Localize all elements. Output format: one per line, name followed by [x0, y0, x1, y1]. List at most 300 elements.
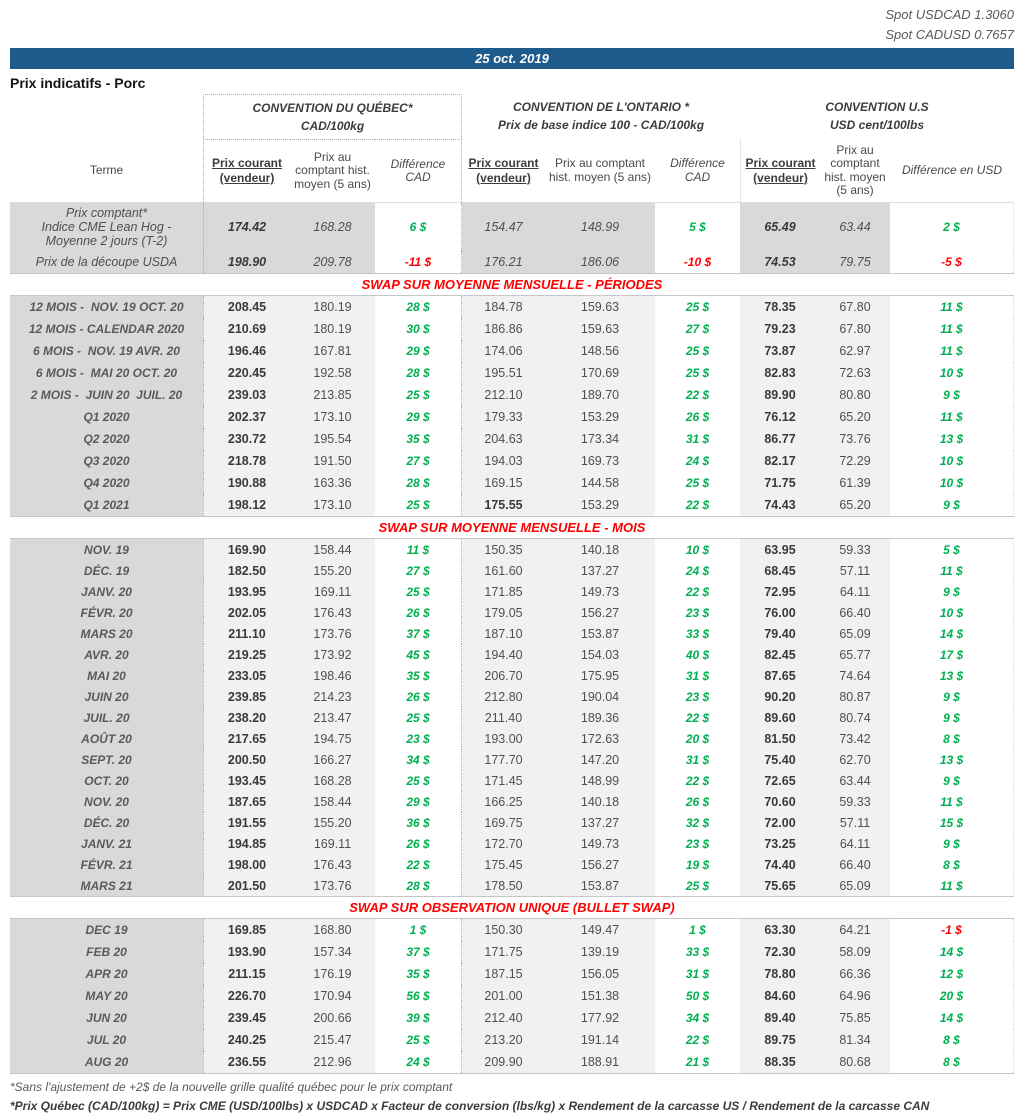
terme-cell [10, 812, 203, 833]
us-diff-value: 8 $ [890, 728, 1014, 749]
header-group-row [10, 94, 1014, 139]
us-diff-value: 9 $ [890, 707, 1014, 728]
quebec-current-value: 193.45 [203, 770, 290, 791]
us-diff-value: 11 $ [890, 875, 1014, 896]
ontario-current-value: 178.50 [462, 875, 545, 896]
quebec-current-value: 198.00 [203, 854, 290, 875]
terme-line: MAI 20 [87, 668, 126, 683]
us-current-value: 75.65 [740, 875, 820, 896]
quebec-diff-value: 28 $ [375, 296, 462, 318]
quebec-diff-value: 39 $ [375, 1007, 462, 1029]
us-current-value: 89.60 [740, 707, 820, 728]
header-spacer [10, 94, 203, 139]
quebec-hist-value: 158.44 [290, 791, 375, 812]
us-hist-value: 57.11 [820, 560, 890, 581]
price-row [10, 728, 1014, 749]
quebec-diff-value: 28 $ [375, 472, 462, 494]
quebec-current-value: 230.72 [203, 428, 290, 450]
convention-title: CONVENTION U.S [825, 100, 929, 114]
terme-cell [10, 406, 203, 428]
quebec-current-value: 211.10 [203, 623, 290, 644]
us-diff-value: 11 $ [890, 340, 1014, 362]
terme-cell [10, 362, 203, 384]
price-row [10, 770, 1014, 791]
price-row [10, 791, 1014, 812]
ontario-hist-value: 190.04 [545, 686, 655, 707]
terme-cell [10, 251, 203, 273]
price-row [10, 1051, 1014, 1073]
ontario-diff-value: 25 $ [655, 875, 740, 896]
us-current-value: 79.23 [740, 318, 820, 340]
price-row [10, 812, 1014, 833]
terme-cell [10, 1029, 203, 1051]
terme-cell [10, 494, 203, 516]
quebec-current-value: 198.12 [203, 494, 290, 516]
price-table [10, 94, 1014, 1074]
ontario-current-value: 212.80 [462, 686, 545, 707]
us-current-value: 79.40 [740, 623, 820, 644]
us-diff-value: 10 $ [890, 602, 1014, 623]
quebec-diff-value: 29 $ [375, 791, 462, 812]
price-row [10, 985, 1014, 1007]
price-row [10, 919, 1014, 941]
current-header-line: (vendeur) [753, 170, 808, 185]
ontario-current-value: 213.20 [462, 1029, 545, 1051]
ontario-hist-value: 188.91 [545, 1051, 655, 1073]
us-hist-value: 66.36 [820, 963, 890, 985]
price-row [10, 406, 1014, 428]
ontario-diff-value: 22 $ [655, 494, 740, 516]
price-row [10, 854, 1014, 875]
quebec-current-value: 218.78 [203, 450, 290, 472]
ontario-diff-value: 22 $ [655, 707, 740, 728]
terme-cell [10, 770, 203, 791]
quebec-current-value: 193.90 [203, 941, 290, 963]
quebec-diff-value: 29 $ [375, 340, 462, 362]
quebec-diff-value: 25 $ [375, 770, 462, 791]
ontario-diff-value: 23 $ [655, 686, 740, 707]
us-hist-value: 65.09 [820, 623, 890, 644]
ontario-diff-value: 22 $ [655, 384, 740, 406]
terme-cell [10, 203, 203, 251]
us-hist-value: 66.40 [820, 854, 890, 875]
quebec-diff-header: Différence CAD [375, 139, 462, 202]
terme-line: JUN 20 [86, 1011, 127, 1025]
ontario-diff-value: 40 $ [655, 644, 740, 665]
us-diff-value: 8 $ [890, 854, 1014, 875]
quebec-hist-value: 168.80 [290, 919, 375, 941]
quebec-hist-value: 195.54 [290, 428, 375, 450]
us-diff-value: 11 $ [890, 560, 1014, 581]
ontario-hist-value: 153.29 [545, 494, 655, 516]
ontario-diff-value: 31 $ [655, 428, 740, 450]
ontario-current-value: 193.00 [462, 728, 545, 749]
ontario-hist-value: 175.95 [545, 665, 655, 686]
quebec-hist-value: 173.76 [290, 623, 375, 644]
ontario-current-value: 175.45 [462, 854, 545, 875]
terme-line: 12 MOIS - NOV. 19 OCT. 20 [29, 300, 184, 314]
terme-cell [10, 833, 203, 854]
us-current-value: 82.17 [740, 450, 820, 472]
ontario-current-value: 176.21 [462, 251, 545, 273]
quebec-hist-value: 176.43 [290, 854, 375, 875]
quebec-current-value: 187.65 [203, 791, 290, 812]
us-current-value: 72.00 [740, 812, 820, 833]
price-row [10, 707, 1014, 728]
quebec-diff-value: 25 $ [375, 384, 462, 406]
ontario-hist-value: 137.27 [545, 560, 655, 581]
terme-line: DÉC. 19 [83, 563, 130, 578]
convention-subtitle: Prix de base indice 100 - CAD/100kg [497, 118, 705, 132]
us-current-value: 73.87 [740, 340, 820, 362]
price-row [10, 1029, 1014, 1051]
ontario-hist-value: 159.63 [545, 296, 655, 318]
terme-line: Q1 2021 [83, 498, 130, 512]
quebec-current-header [203, 139, 290, 202]
quebec-current-value: 239.85 [203, 686, 290, 707]
us-current-value: 87.65 [740, 665, 820, 686]
terme-cell [10, 644, 203, 665]
quebec-current-value: 211.15 [203, 963, 290, 985]
price-row [10, 602, 1014, 623]
price-row [10, 963, 1014, 985]
terme-line: Indice CME Lean Hog - [41, 220, 172, 234]
us-diff-header: Différence en USD [901, 162, 1003, 177]
us-hist-value: 72.29 [820, 450, 890, 472]
terme-cell [10, 318, 203, 340]
quebec-diff-value: 34 $ [375, 749, 462, 770]
ontario-hist-value: 154.03 [545, 644, 655, 665]
ontario-current-value: 206.70 [462, 665, 545, 686]
current-header-line: Prix courant [745, 155, 816, 170]
terme-cell [10, 919, 203, 941]
terme-line: DEC 19 [85, 923, 128, 937]
ontario-hist-value: 149.73 [545, 581, 655, 602]
current-header-line: (vendeur) [219, 171, 275, 185]
us-hist-value: 79.75 [820, 251, 890, 273]
price-row [10, 644, 1014, 665]
ontario-hist-value: 173.34 [545, 428, 655, 450]
ontario-diff-value: 24 $ [655, 450, 740, 472]
quebec-hist-value: 215.47 [290, 1029, 375, 1051]
us-hist-value: 72.63 [820, 362, 890, 384]
quebec-current-value: 198.90 [203, 251, 290, 273]
ontario-diff-value: 33 $ [655, 623, 740, 644]
ontario-hist-value: 153.87 [545, 875, 655, 896]
us-current-value: 81.50 [740, 728, 820, 749]
us-hist-value: 59.33 [820, 539, 890, 560]
ontario-current-value: 171.45 [462, 770, 545, 791]
quebec-hist-value: 158.44 [290, 539, 375, 560]
terme-cell [10, 472, 203, 494]
ontario-current-value: 169.15 [462, 472, 545, 494]
ontario-diff-value: 34 $ [655, 1007, 740, 1029]
us-current-value: 86.77 [740, 428, 820, 450]
price-row [10, 560, 1014, 581]
quebec-diff-value: 23 $ [375, 728, 462, 749]
quebec-hist-value: 170.94 [290, 985, 375, 1007]
quebec-diff-value: 25 $ [375, 1029, 462, 1051]
us-current-value: 71.75 [740, 472, 820, 494]
us-diff-value: 13 $ [890, 749, 1014, 770]
quebec-current-value: 239.03 [203, 384, 290, 406]
us-current-value: 74.40 [740, 854, 820, 875]
quebec-hist-value: 212.96 [290, 1051, 375, 1073]
terme-line: AUG 20 [84, 1055, 129, 1069]
us-hist-value: 81.34 [820, 1029, 890, 1051]
ontario-diff-value: 21 $ [655, 1051, 740, 1073]
us-diff-value: 9 $ [890, 494, 1014, 516]
us-current-value: 82.83 [740, 362, 820, 384]
us-current-value: 72.65 [740, 770, 820, 791]
ontario-diff-value: 25 $ [655, 340, 740, 362]
quebec-hist-value: 173.92 [290, 644, 375, 665]
terme-cell [10, 296, 203, 318]
ontario-current-value: 187.15 [462, 963, 545, 985]
us-hist-value: 64.11 [820, 833, 890, 854]
ontario-hist-value: 177.92 [545, 1007, 655, 1029]
convention-title: CONVENTION DE L'ONTARIO * [513, 100, 689, 114]
ontario-current-value: 184.78 [462, 296, 545, 318]
ontario-hist-value: 156.27 [545, 854, 655, 875]
ontario-hist-value: 149.73 [545, 833, 655, 854]
us-hist-value: 80.80 [820, 384, 890, 406]
footnote-spot: *Sans l'ajustement de +2$ de la nouvelle grille qualité québec pour le prix comptant [10, 1080, 453, 1094]
terme-line: Q1 2020 [83, 410, 130, 424]
ontario-diff-value: 23 $ [655, 833, 740, 854]
us-diff-value: 2 $ [890, 203, 1014, 251]
terme-line: 12 MOIS - CALENDAR 2020 [28, 322, 185, 336]
quebec-current-value: 239.45 [203, 1007, 290, 1029]
swap-block-mois [10, 538, 1014, 897]
ontario-diff-value: 22 $ [655, 1029, 740, 1051]
quebec-current-value: 169.85 [203, 919, 290, 941]
quebec-current-value: 202.05 [203, 602, 290, 623]
price-row [10, 581, 1014, 602]
quebec-hist-value: 194.75 [290, 728, 375, 749]
ontario-current-value: 194.40 [462, 644, 545, 665]
price-row [10, 340, 1014, 362]
quebec-diff-value: 1 $ [375, 919, 462, 941]
terme-cell [10, 749, 203, 770]
quebec-current-value: 182.50 [203, 560, 290, 581]
terme-line: 6 MOIS - MAI 20 OCT. 20 [35, 366, 178, 380]
us-current-value: 75.40 [740, 749, 820, 770]
terme-line: AVR. 20 [84, 647, 129, 662]
us-current-value: 68.45 [740, 560, 820, 581]
terme-cell [10, 340, 203, 362]
us-hist-value: 62.97 [820, 340, 890, 362]
price-row [10, 1007, 1014, 1029]
ontario-current-header [462, 139, 545, 202]
ontario-diff-value: 32 $ [655, 812, 740, 833]
quebec-hist-value: 214.23 [290, 686, 375, 707]
terme-cell [10, 623, 203, 644]
terme-cell [10, 963, 203, 985]
ontario-current-value: 212.10 [462, 384, 545, 406]
convention-header-us [740, 94, 1014, 139]
us-hist-value: 64.21 [820, 919, 890, 941]
quebec-diff-value: 22 $ [375, 854, 462, 875]
ontario-current-value: 186.86 [462, 318, 545, 340]
price-row [10, 686, 1014, 707]
terme-line: MARS 21 [80, 878, 133, 893]
quebec-hist-value: 168.28 [290, 203, 375, 251]
ontario-current-value: 150.30 [462, 919, 545, 941]
us-diff-value: -5 $ [890, 251, 1014, 273]
terme-cell [10, 1007, 203, 1029]
us-current-value: 89.90 [740, 384, 820, 406]
ontario-hist-value: 139.19 [545, 941, 655, 963]
ontario-current-value: 161.60 [462, 560, 545, 581]
us-hist-value: 75.85 [820, 1007, 890, 1029]
ontario-hist-header: Prix au comptant hist. moyen (5 ans) [548, 156, 652, 184]
terme-line: Prix de la découpe USDA [35, 255, 178, 269]
ontario-hist-value: 169.73 [545, 450, 655, 472]
terme-cell [10, 875, 203, 896]
us-current-value: 74.53 [740, 251, 820, 273]
us-diff-value: 15 $ [890, 812, 1014, 833]
price-row [10, 296, 1014, 318]
us-current-value: 84.60 [740, 985, 820, 1007]
ontario-diff-value: 31 $ [655, 749, 740, 770]
ontario-current-value: 174.06 [462, 340, 545, 362]
us-current-value: 76.00 [740, 602, 820, 623]
us-current-value: 65.49 [740, 203, 820, 251]
quebec-hist-value: 173.10 [290, 406, 375, 428]
ontario-diff-value: 27 $ [655, 318, 740, 340]
terme-line: JUIL. 20 [83, 710, 130, 725]
date-bar: 25 oct. 2019 [10, 48, 1014, 69]
terme-line: OCT. 20 [84, 773, 129, 788]
quebec-diff-value: 56 $ [375, 985, 462, 1007]
ontario-hist-value: 186.06 [545, 251, 655, 273]
quebec-current-value: 169.90 [203, 539, 290, 560]
terme-cell [10, 985, 203, 1007]
us-current-value: 63.30 [740, 919, 820, 941]
us-diff-value: 5 $ [890, 539, 1014, 560]
ontario-diff-value: 31 $ [655, 665, 740, 686]
section-title: SWAP SUR MOYENNE MENSUELLE - MOIS [378, 520, 646, 535]
price-row [10, 251, 1014, 273]
us-diff-value: 10 $ [890, 450, 1014, 472]
price-row [10, 665, 1014, 686]
ontario-current-value: 172.70 [462, 833, 545, 854]
ontario-diff-value: 25 $ [655, 472, 740, 494]
us-hist-value: 67.80 [820, 296, 890, 318]
us-hist-value: 63.44 [820, 203, 890, 251]
quebec-diff-value: 24 $ [375, 1051, 462, 1073]
ontario-hist-value: 148.99 [545, 770, 655, 791]
quebec-hist-value: 155.20 [290, 812, 375, 833]
ontario-current-value: 195.51 [462, 362, 545, 384]
quebec-diff-value: -11 $ [375, 251, 462, 273]
terme-cell [10, 791, 203, 812]
quebec-hist-value: 163.36 [290, 472, 375, 494]
ontario-hist-value: 153.87 [545, 623, 655, 644]
price-row [10, 384, 1014, 406]
ontario-diff-value: 20 $ [655, 728, 740, 749]
us-hist-value: 58.09 [820, 941, 890, 963]
section-title: SWAP SUR MOYENNE MENSUELLE - PÉRIODES [361, 277, 663, 292]
us-current-value: 88.35 [740, 1051, 820, 1073]
ontario-current-value: 194.03 [462, 450, 545, 472]
us-diff-value: 9 $ [890, 833, 1014, 854]
quebec-hist-value: 173.10 [290, 494, 375, 516]
convention-subtitle: CAD/100kg [300, 119, 365, 133]
price-row [10, 450, 1014, 472]
us-current-value: 73.25 [740, 833, 820, 854]
quebec-hist-header: Prix au comptant hist. moyen (5 ans) [290, 139, 375, 202]
ontario-hist-value: 153.29 [545, 406, 655, 428]
us-diff-value: 14 $ [890, 623, 1014, 644]
ontario-current-value: 201.00 [462, 985, 545, 1007]
us-hist-value: 73.42 [820, 728, 890, 749]
quebec-hist-value: 155.20 [290, 560, 375, 581]
ontario-diff-value: 25 $ [655, 362, 740, 384]
quebec-current-value: 194.85 [203, 833, 290, 854]
quebec-diff-value: 26 $ [375, 686, 462, 707]
quebec-hist-value: 169.11 [290, 581, 375, 602]
terme-cell [10, 560, 203, 581]
ontario-current-value: 204.63 [462, 428, 545, 450]
us-hist-value: 65.09 [820, 875, 890, 896]
quebec-diff-value: 26 $ [375, 602, 462, 623]
us-current-value: 82.45 [740, 644, 820, 665]
us-diff-value: 14 $ [890, 1007, 1014, 1029]
terme-cell [10, 581, 203, 602]
terme-line: Q3 2020 [83, 454, 130, 468]
current-header-line: Prix courant [211, 156, 283, 170]
quebec-diff-value: 28 $ [375, 362, 462, 384]
us-hist-value: 64.11 [820, 581, 890, 602]
quebec-current-value: 191.55 [203, 812, 290, 833]
ontario-diff-value: 10 $ [655, 539, 740, 560]
terme-cell [10, 941, 203, 963]
quebec-current-value: 238.20 [203, 707, 290, 728]
price-row [10, 941, 1014, 963]
us-hist-value: 57.11 [820, 812, 890, 833]
quebec-diff-value: 29 $ [375, 406, 462, 428]
terme-line: Moyenne 2 jours (T-2) [45, 234, 168, 248]
quebec-current-value: 210.69 [203, 318, 290, 340]
us-hist-value: 73.76 [820, 428, 890, 450]
us-diff-value: 17 $ [890, 644, 1014, 665]
us-current-value: 72.95 [740, 581, 820, 602]
ontario-hist-value: 137.27 [545, 812, 655, 833]
us-diff-value: 13 $ [890, 665, 1014, 686]
ontario-current-value: 166.25 [462, 791, 545, 812]
price-row [10, 623, 1014, 644]
us-current-value: 74.43 [740, 494, 820, 516]
us-hist-value: 80.74 [820, 707, 890, 728]
us-hist-value: 65.20 [820, 406, 890, 428]
convention-subtitle: USD cent/100lbs [829, 118, 925, 132]
us-hist-value: 59.33 [820, 791, 890, 812]
us-diff-value: 11 $ [890, 296, 1014, 318]
ontario-diff-value: 24 $ [655, 560, 740, 581]
header-column-row [10, 139, 1014, 202]
us-diff-value: 12 $ [890, 963, 1014, 985]
terme-line: DÉC. 20 [83, 815, 130, 830]
us-diff-value: 9 $ [890, 770, 1014, 791]
quebec-current-value: 190.88 [203, 472, 290, 494]
quebec-diff-value: 35 $ [375, 963, 462, 985]
quebec-current-value: 196.46 [203, 340, 290, 362]
quebec-current-value: 240.25 [203, 1029, 290, 1051]
us-hist-header: Prix au comptant hist. moyen (5 ans) [824, 142, 886, 197]
quebec-hist-value: 192.58 [290, 362, 375, 384]
